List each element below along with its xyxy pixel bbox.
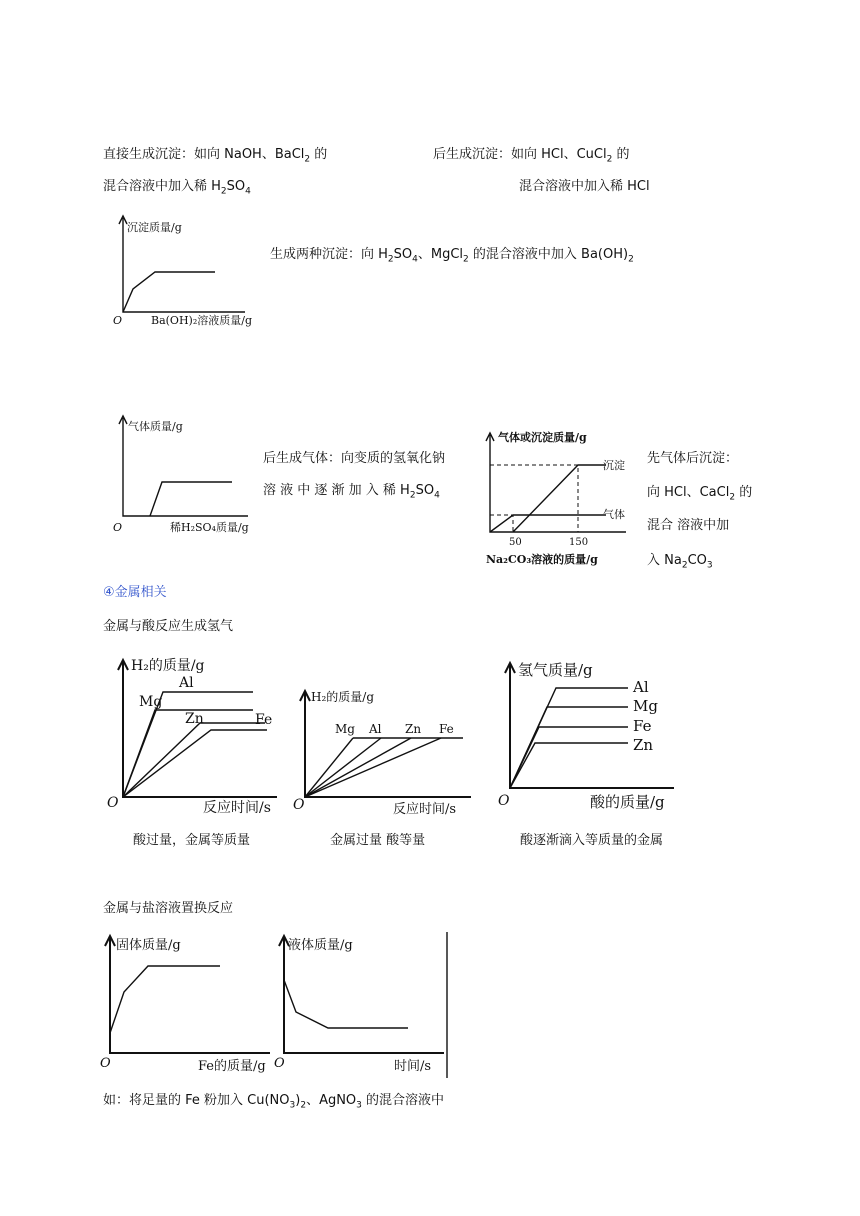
chart4-series-al: Al xyxy=(179,675,194,691)
chart-metal-excess xyxy=(293,685,478,820)
metal-acid-heading: 金属与酸反应生成氢气 xyxy=(103,619,234,634)
chart6-series-mg: Mg xyxy=(633,697,658,715)
chart6-ylabel: 氢气质量/g xyxy=(518,661,593,679)
caption-acid-excess: 酸过量，金属等质量 xyxy=(133,833,251,848)
chart7-origin: O xyxy=(100,1056,111,1071)
chart6-series-zn: Zn xyxy=(633,736,654,754)
chart5-xlabel: 反应时间/s xyxy=(393,802,457,817)
chart2-ylabel: 气体质量/g xyxy=(128,420,183,433)
chart5-origin: O xyxy=(293,797,305,813)
chart4-series-mg: Mg xyxy=(139,694,163,710)
direct-precipitation-text: 直接生成沉淀：如向 NaOH、BaCl$_2$ 的 xyxy=(103,147,328,165)
direct-precipitation-text-2: 混合溶液中加入稀 $H_2SO_4$ xyxy=(103,179,251,197)
later-precipitation-text: 后生成沉淀：如向 HCl、CuCl$_2$ 的 xyxy=(433,147,630,165)
gas-then-ppt-text-4: 入 $Na_2CO_3$ xyxy=(647,553,713,571)
two-precipitates-text: 生成两种沉淀：向 $H_2SO_4$、MgCl$_2$ 的混合溶液中加入 $Ba(OH)_2$ xyxy=(270,247,634,265)
chart6-series-fe: Fe xyxy=(633,717,652,735)
chart7-xlabel: Fe的质量/g xyxy=(198,1059,266,1074)
section-metal-heading: ④金属相关 xyxy=(103,585,167,600)
chart-acid-excess xyxy=(105,650,290,820)
chart-gas-then-precipitate xyxy=(484,425,644,575)
chart7-ylabel: 固体质量/g xyxy=(116,938,181,953)
later-gas-text-2: 溶 液 中 逐 渐 加 入 稀 $H_2SO_4$ xyxy=(263,483,440,501)
chart3-tick-50: 50 xyxy=(509,537,522,548)
chart-acid-dropwise xyxy=(494,655,684,815)
chart1-ylabel: 沉淀质量/g xyxy=(127,221,182,234)
caption-acid-dropwise: 酸逐渐滴入等质量的金属 xyxy=(520,833,664,848)
chart6-series-al: Al xyxy=(633,678,649,696)
chart3-xlabel: Na₂CO₃溶液的质量/g xyxy=(486,553,598,566)
chart8-xlabel: 时间/s xyxy=(394,1059,432,1074)
chart4-series-fe: Fe xyxy=(255,712,273,728)
chart4-series-zn: Zn xyxy=(185,711,204,727)
later-gas-text: 后生成气体：向变质的氢氧化钠 xyxy=(263,451,446,466)
chart3-series-gas: 气体 xyxy=(603,508,625,521)
caption-metal-excess: 金属过量 酸等量 xyxy=(330,833,426,848)
example-text: 如：将足量的 Fe 粉加入 $Cu(NO_3)_2$、AgNO$_3$ 的混合溶液中 xyxy=(103,1093,445,1111)
chart-solid-mass xyxy=(98,930,278,1075)
chart4-ylabel: H₂的质量/g xyxy=(131,658,205,674)
chart3-series-ppt: 沉淀 xyxy=(603,459,625,472)
chart2-origin: O xyxy=(113,521,123,534)
chart-gas-h2so4 xyxy=(110,410,260,535)
chart5-series-fe: Fe xyxy=(439,722,454,736)
chart8-origin: O xyxy=(274,1056,285,1071)
chart-liquid-mass xyxy=(272,930,452,1080)
chart6-xlabel: 酸的质量/g xyxy=(590,793,665,811)
chart1-xlabel: Ba(OH)₂溶液质量/g xyxy=(151,314,252,327)
gas-then-ppt-text-2: 向 HCl、CaCl$_2$ 的 xyxy=(647,485,753,503)
chart3-ylabel: 气体或沉淀质量/g xyxy=(498,431,587,444)
chart4-origin: O xyxy=(107,795,119,811)
later-precipitation-text-2: 混合溶液中加入稀 HCl xyxy=(519,179,650,194)
chart2-xlabel: 稀H₂SO₄质量/g xyxy=(170,521,249,534)
gas-then-ppt-text-3: 混合 溶液中加 xyxy=(647,518,730,533)
chart1-origin: O xyxy=(113,314,123,327)
chart5-series-al: Al xyxy=(369,722,382,736)
chart3-tick-150: 150 xyxy=(569,537,589,548)
chart5-ylabel: H₂的质量/g xyxy=(311,690,375,704)
chart-precipitate-baoh2 xyxy=(105,210,265,335)
metal-salt-heading: 金属与盐溶液置换反应 xyxy=(103,901,234,916)
chart5-series-zn: Zn xyxy=(405,722,422,736)
chart6-origin: O xyxy=(498,793,510,809)
chart8-ylabel: 液体质量/g xyxy=(288,938,353,953)
gas-then-ppt-text: 先气体后沉淀： xyxy=(647,451,739,466)
chart4-xlabel: 反应时间/s xyxy=(203,800,271,816)
chart5-series-mg: Mg xyxy=(335,722,355,736)
